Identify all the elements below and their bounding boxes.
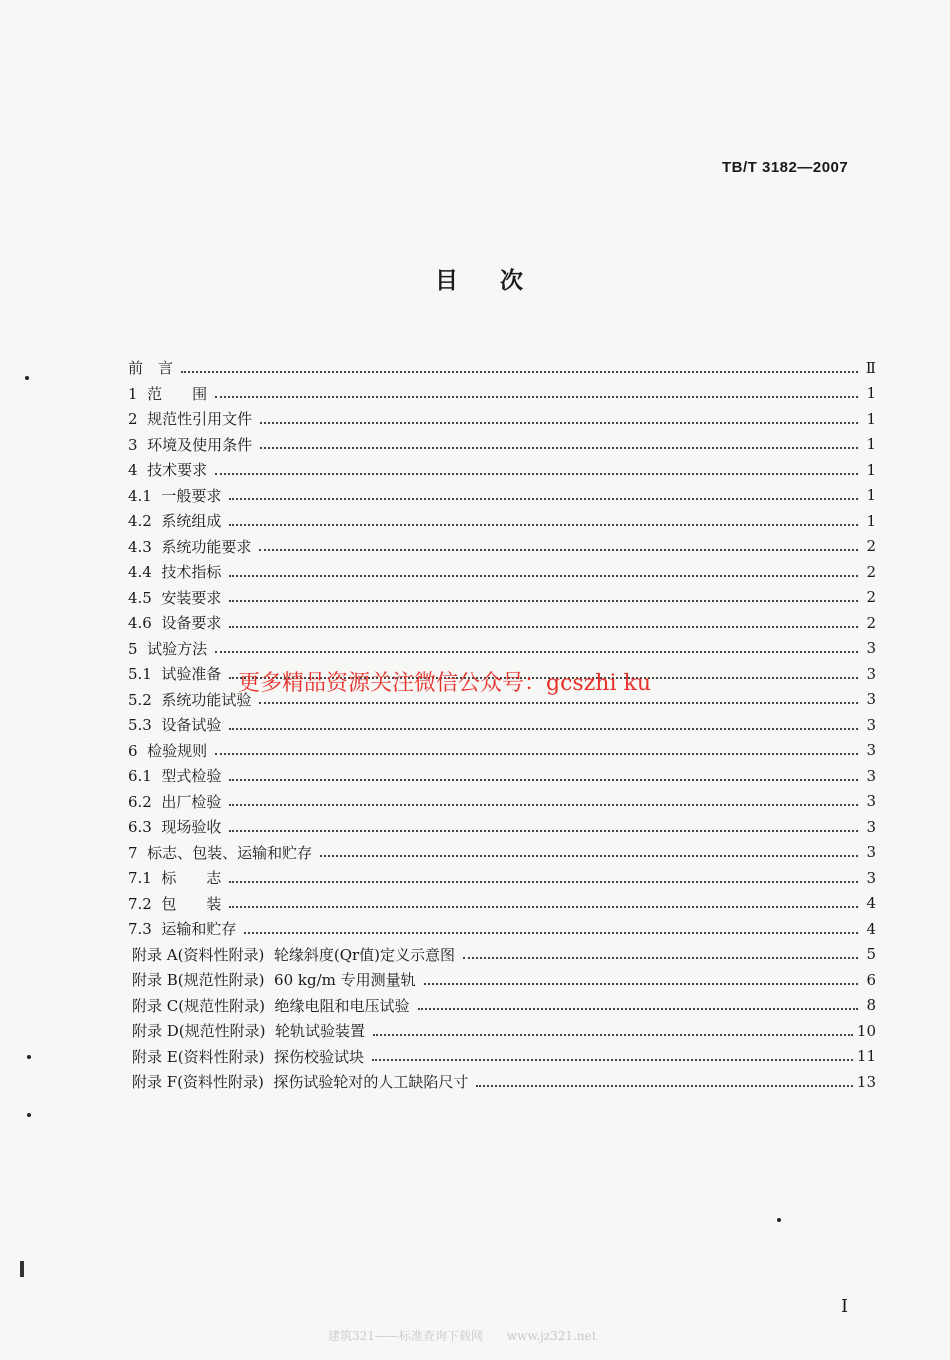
toc-leader-dots — [418, 1008, 859, 1010]
toc-leader-dots — [215, 651, 858, 653]
toc-title: 目次 — [435, 267, 565, 294]
toc-entry[interactable] — [128, 1044, 876, 1070]
toc-leader-dots — [229, 498, 858, 500]
toc-leader-dots — [372, 1059, 853, 1061]
toc-entry-label: 4.2 系统组成 — [128, 510, 225, 531]
toc-entry-label: 7.3 运输和贮存 — [128, 918, 240, 939]
toc-entry-label: 6.2 出厂检验 — [128, 791, 225, 812]
toc-leader-dots — [229, 728, 858, 730]
scan-speck — [27, 1055, 31, 1059]
toc-entry[interactable] — [128, 610, 876, 636]
scan-speck — [777, 1218, 781, 1222]
toc-entry[interactable] — [128, 763, 876, 789]
toc-entry[interactable] — [128, 636, 876, 662]
toc-leader-dots — [229, 804, 858, 806]
toc-entry[interactable] — [128, 993, 876, 1019]
toc-entry[interactable] — [128, 942, 876, 968]
toc-entry[interactable] — [128, 1018, 876, 1044]
toc-entry-page: 3 — [862, 716, 876, 734]
toc-entry-page: 3 — [862, 665, 876, 683]
standard-code: TB/T 3182—2007 — [722, 159, 849, 176]
toc-entry-page: 3 — [862, 843, 876, 861]
toc-entry-label: 附录 C(规范性附录) 绝缘电阻和电压试验 — [128, 995, 414, 1016]
toc-entry[interactable] — [128, 789, 876, 815]
toc-leader-dots — [463, 957, 858, 959]
toc-entry-page: 10 — [856, 1021, 876, 1040]
scan-speck — [25, 376, 29, 380]
toc-leader-dots — [215, 753, 858, 755]
toc-entry-page: 3 — [862, 741, 876, 759]
toc-entry-label: 4 技术要求 — [128, 459, 211, 480]
toc-leader-dots — [229, 575, 858, 577]
toc-entry[interactable] — [128, 738, 876, 764]
toc-entry-label: 3 环境及使用条件 — [128, 434, 256, 455]
watermark-text: 更多精品资源关注微信公众号：gcszhi ku — [238, 671, 651, 696]
toc-leader-dots — [260, 447, 858, 449]
toc-entry[interactable] — [128, 891, 876, 917]
toc-leader-dots — [181, 371, 858, 373]
toc-entry-page: 1 — [862, 384, 876, 402]
toc-entry-label: 5.3 设备试验 — [128, 714, 225, 735]
toc-entry[interactable] — [128, 1069, 876, 1095]
toc-leader-dots — [229, 779, 858, 781]
toc-entry-page: 3 — [862, 792, 876, 810]
toc-entry-page: 3 — [862, 690, 876, 708]
toc-entry[interactable] — [128, 840, 876, 866]
table-of-contents — [128, 355, 876, 1095]
toc-entry-page: 2 — [862, 588, 876, 606]
toc-entry-label: 1 范 围 — [128, 383, 211, 404]
toc-entry[interactable] — [128, 381, 876, 407]
toc-entry-page: 3 — [862, 818, 876, 836]
toc-leader-dots — [244, 932, 858, 934]
toc-entry[interactable] — [128, 585, 876, 611]
toc-leader-dots — [229, 906, 858, 908]
toc-entry-label: 6 检验规则 — [128, 740, 211, 761]
toc-entry-page: 6 — [862, 971, 876, 989]
toc-entry[interactable] — [128, 355, 876, 381]
toc-entry-page: 4 — [862, 920, 876, 938]
toc-entry[interactable] — [128, 559, 876, 585]
toc-entry-label: 7.1 标 志 — [128, 867, 225, 888]
toc-entry-label: 附录 F(资料性附录) 探伤试验轮对的人工缺陷尺寸 — [128, 1071, 472, 1092]
toc-entry-page: 8 — [862, 996, 876, 1014]
toc-entry-page: 1 — [862, 486, 876, 504]
toc-entry[interactable] — [128, 406, 876, 432]
toc-entry-label: 6.3 现场验收 — [128, 816, 225, 837]
toc-entry[interactable] — [128, 814, 876, 840]
toc-leader-dots — [229, 524, 858, 526]
toc-leader-dots — [215, 473, 858, 475]
toc-leader-dots — [424, 983, 858, 985]
toc-entry-page: 2 — [862, 537, 876, 555]
toc-entry-label: 4.4 技术指标 — [128, 561, 225, 582]
toc-entry-label: 附录 A(资料性附录) 轮缘斜度(Qr值)定义示意图 — [128, 944, 459, 965]
toc-entry[interactable] — [128, 712, 876, 738]
toc-entry-label: 7.2 包 装 — [128, 893, 225, 914]
toc-entry-label: 4.3 系统功能要求 — [128, 536, 255, 557]
toc-entry[interactable] — [128, 534, 876, 560]
toc-entry-label: 附录 D(规范性附录) 轮轨试验装置 — [128, 1020, 369, 1041]
toc-entry-label: 5.2 系统功能试验 — [128, 689, 255, 710]
toc-leader-dots — [259, 549, 858, 551]
toc-entry-label: 6.1 型式检验 — [128, 765, 225, 786]
toc-entry-page: 1 — [862, 512, 876, 530]
toc-entry-label: 前 言 — [128, 357, 177, 378]
toc-entry-page: 1 — [862, 461, 876, 479]
toc-entry-page: 2 — [862, 563, 876, 581]
toc-leader-dots — [260, 422, 858, 424]
toc-entry-label: 7 标志、包装、运输和贮存 — [128, 842, 316, 863]
toc-entry-page: Ⅱ — [862, 359, 876, 377]
toc-entry-page: 11 — [856, 1047, 876, 1066]
toc-leader-dots — [373, 1034, 853, 1036]
toc-entry[interactable] — [128, 508, 876, 534]
toc-entry-label: 2 规范性引用文件 — [128, 408, 256, 429]
toc-leader-dots — [229, 626, 858, 628]
toc-leader-dots — [215, 396, 858, 398]
toc-entry[interactable] — [128, 916, 876, 942]
toc-entry-page: 3 — [862, 869, 876, 887]
toc-entry-label: 5.1 试验准备 — [128, 663, 225, 684]
toc-entry-label: 4.5 安装要求 — [128, 587, 225, 608]
page-number: I — [841, 1296, 849, 1317]
toc-entry-label: 5 试验方法 — [128, 638, 211, 659]
toc-entry-page: 1 — [862, 435, 876, 453]
toc-leader-dots — [259, 702, 858, 704]
toc-entry[interactable] — [128, 457, 876, 483]
toc-leader-dots — [229, 881, 858, 883]
toc-entry-page: 2 — [862, 614, 876, 632]
toc-entry-page: 13 — [856, 1072, 876, 1091]
toc-entry-page: 1 — [862, 410, 876, 428]
footer-watermark: 建筑321——标准查询下载网 www.jz321.net — [328, 1329, 597, 1343]
toc-entry-page: 3 — [862, 767, 876, 785]
toc-entry-label: 4.1 一般要求 — [128, 485, 225, 506]
toc-entry-page: 3 — [862, 639, 876, 657]
toc-entry[interactable] — [128, 483, 876, 509]
toc-entry-label: 4.6 设备要求 — [128, 612, 225, 633]
toc-entry[interactable] — [128, 865, 876, 891]
scan-edge-mark — [20, 1261, 24, 1277]
toc-entry[interactable] — [128, 967, 876, 993]
toc-entry[interactable] — [128, 432, 876, 458]
toc-entry-page: 5 — [862, 945, 876, 963]
toc-leader-dots — [229, 830, 858, 832]
toc-entry-label: 附录 E(资料性附录) 探伤校验试块 — [128, 1046, 368, 1067]
toc-leader-dots — [476, 1085, 852, 1087]
toc-leader-dots — [229, 600, 858, 602]
toc-entry-label: 附录 B(规范性附录) 60 kg/m 专用测量轨 — [128, 969, 420, 990]
toc-leader-dots — [320, 855, 858, 857]
scan-speck — [27, 1113, 31, 1117]
toc-entry-page: 4 — [862, 894, 876, 912]
